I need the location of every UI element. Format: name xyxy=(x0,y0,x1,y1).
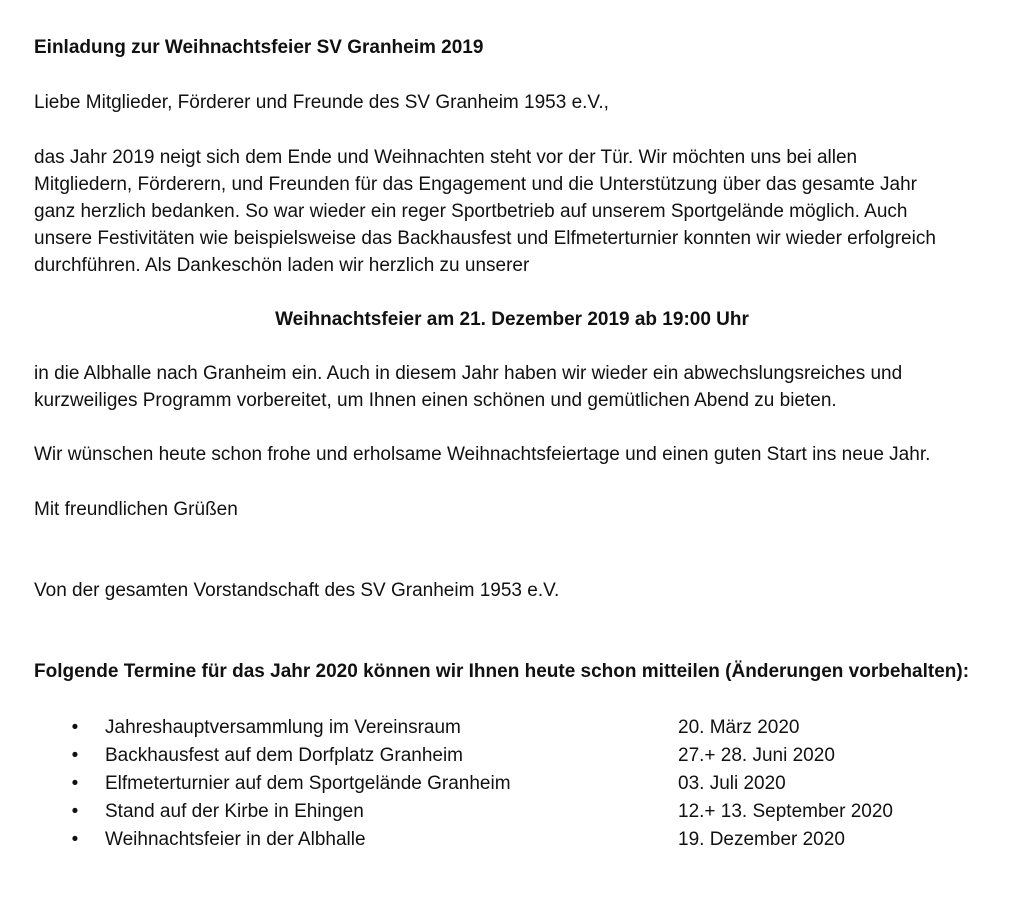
bullet-icon: • xyxy=(71,829,79,850)
event-date: 20. März 2020 xyxy=(678,717,800,738)
bullet-icon: • xyxy=(71,801,79,822)
list-item xyxy=(0,798,1024,826)
event-name: Weihnachtsfeier in der Albhalle xyxy=(105,829,366,850)
signature: Von der gesamten Vorstandschaft des SV Granheim 1953 e.V. xyxy=(34,580,560,601)
bullet-icon: • xyxy=(71,773,79,794)
bullet-icon: • xyxy=(71,717,79,738)
greeting: Liebe Mitglieder, Förderer und Freunde des SV Granheim 1953 e.V., xyxy=(34,92,609,113)
event-date: 27.+ 28. Juni 2020 xyxy=(678,745,835,766)
paragraph-line: ganz herzlich bedanken. So war wieder ein reger Sportbetrieb auf unserem Sportgelände möglich. Auch xyxy=(34,201,908,222)
event-name: Elfmeterturnier auf dem Sportgelände Granheim xyxy=(105,773,511,794)
paragraph-line: Mitgliedern, Förderern, und Freunden für das Engagement und die Unterstützung über das gesamte Jahr xyxy=(34,174,917,195)
wishes-paragraph: Wir wünschen heute schon frohe und erholsame Weihnachtsfeiertage und einen guten Start ins neue Jahr. xyxy=(34,444,931,465)
paragraph-line: das Jahr 2019 neigt sich dem Ende und Weihnachten steht vor der Tür. Wir möchten uns bei allen xyxy=(34,147,858,168)
event-date: 19. Dezember 2020 xyxy=(678,829,845,850)
event-name: Stand auf der Kirbe in Ehingen xyxy=(105,801,364,822)
intro-paragraph xyxy=(34,144,1009,279)
paragraph-line: durchführen. Als Dankeschön laden wir herzlich zu unserer xyxy=(34,255,530,276)
event-name: Jahreshauptversammlung im Vereinsraum xyxy=(105,717,461,738)
event-date: 03. Juli 2020 xyxy=(678,773,786,794)
list-item xyxy=(0,742,1024,770)
paragraph-line: in die Albhalle nach Granheim ein. Auch in diesem Jahr haben wir wieder ein abwechslungsreiches und xyxy=(34,363,903,384)
closing-phrase: Mit freundlichen Grüßen xyxy=(34,499,238,520)
event-list xyxy=(0,714,1024,854)
dates-heading: Folgende Termine für das Jahr 2020 können wir Ihnen heute schon mitteilen (Änderungen vorbehalten): xyxy=(34,661,970,682)
event-heading: Weihnachtsfeier am 21. Dezember 2019 ab 19:00 Uhr xyxy=(275,309,749,330)
program-paragraph xyxy=(34,360,1009,414)
list-item xyxy=(0,714,1024,742)
paragraph-line: kurzweiliges Programm vorbereitet, um Ihnen einen schönen und gemütlichen Abend zu bieten. xyxy=(34,390,837,411)
list-item xyxy=(0,770,1024,798)
bullet-icon: • xyxy=(71,745,79,766)
paragraph-line: unsere Festivitäten wie beispielsweise das Backhausfest und Elfmeterturnier konnten wir wieder erfolgreich xyxy=(34,228,936,249)
event-name: Backhausfest auf dem Dorfplatz Granheim xyxy=(105,745,464,766)
event-date: 12.+ 13. September 2020 xyxy=(678,801,893,822)
list-item xyxy=(0,826,1024,854)
document-title: Einladung zur Weihnachtsfeier SV Granheim 2019 xyxy=(34,37,484,58)
